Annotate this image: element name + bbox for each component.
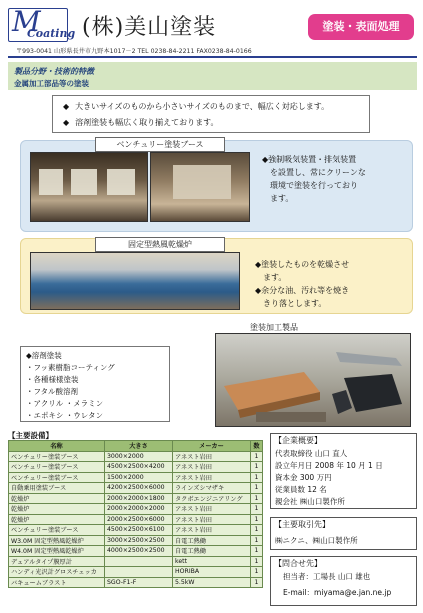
table-cell: 1500×2000 <box>105 472 173 483</box>
features-title: 製品分野・技術的特徴 <box>14 67 94 76</box>
list-item: ◆溶剤塗装 <box>26 351 62 360</box>
table-cell: W4.0M 固定型熱風乾燥炉 <box>9 546 105 557</box>
table-cell: 1 <box>251 483 263 494</box>
customers-heading: 【主要取引先】 <box>274 520 330 529</box>
table-cell: SGO-F1-F <box>105 577 173 588</box>
table-cell: 1 <box>251 546 263 557</box>
company-info-line: 設立年月日 2008 年 10 月 1 日 <box>275 461 383 470</box>
table-row <box>9 504 263 515</box>
table-cell: バキュームブラスト <box>9 577 105 588</box>
table-cell: 1 <box>251 556 263 567</box>
table-cell: 5.5kW <box>173 577 251 588</box>
intro-item: ◆ 溶剤塗装も幅広く取り揃えております。 <box>63 118 219 127</box>
booth-photo-2 <box>150 152 250 222</box>
booth-description: ◆強制吸気装置・排気装置 を設置し、常にクリーンな 環境で塗装を行っており ます。 <box>262 155 366 203</box>
company-info-line: 親会社 ㈱山口製作所 <box>275 497 345 506</box>
table-cell: タクボエンジニアリング <box>173 493 251 504</box>
equipment-heading: 【主要設備】 <box>8 431 53 440</box>
table-cell: 1 <box>251 577 263 588</box>
company-name: (株)美山塗装 <box>82 15 217 40</box>
diamond-icon: ◆ <box>63 102 70 111</box>
table-row <box>9 556 263 567</box>
table-cell: 1 <box>251 493 263 504</box>
table-row <box>9 462 263 473</box>
contact-person: 担当者：工場長 山口 雄也 <box>283 572 371 581</box>
products-title: 塗装加工製品 <box>250 323 298 332</box>
table-cell: 4500×2500×6100 <box>105 525 173 536</box>
table-cell: ベンチュリー塗装ブース <box>9 525 105 536</box>
booth-photo-1 <box>30 152 148 222</box>
category-badge: 塗装・表面処理 <box>308 14 414 40</box>
table-row <box>9 451 263 462</box>
table-cell: 乾燥炉 <box>9 493 105 504</box>
equipment-table <box>8 440 263 588</box>
table-cell <box>105 567 173 578</box>
table-cell: 乾燥炉 <box>9 504 105 515</box>
table-cell: 4000×2500×2500 <box>105 546 173 557</box>
contact-heading: 【問合せ先】 <box>274 559 322 568</box>
table-cell: ベンチュリー塗装ブース <box>9 451 105 462</box>
table-cell: 1 <box>251 451 263 462</box>
customers-box <box>270 517 417 550</box>
table-cell: 1 <box>251 567 263 578</box>
diamond-icon: ◆ <box>63 118 70 127</box>
list-item: ・フッ素樹脂コーティング <box>26 363 115 372</box>
company-info-box <box>270 433 417 509</box>
table-cell: 4500×2500×4200 <box>105 462 173 473</box>
company-info-line: 資本金 300 万円 <box>275 473 332 482</box>
table-row <box>9 535 263 546</box>
intro-box <box>52 95 370 133</box>
table-cell: 自電工熱働 <box>173 535 251 546</box>
table-cell: 1 <box>251 514 263 525</box>
products-photo <box>215 333 411 427</box>
table-cell: 4200×2500×6000 <box>105 483 173 494</box>
table-cell: kett <box>173 556 251 567</box>
column-header: 数 <box>251 441 263 452</box>
table-cell: アネスト岩田 <box>173 504 251 515</box>
table-cell: 3000×2000 <box>105 451 173 462</box>
table-cell: 1 <box>251 535 263 546</box>
company-info-line: 従業員数 12 名 <box>275 485 327 494</box>
features-subtitle: 金属加工部品等の塗装 <box>14 79 89 88</box>
table-cell: アネスト岩田 <box>173 525 251 536</box>
company-info-line: 代表取締役 山口 直人 <box>275 449 348 458</box>
table-row <box>9 493 263 504</box>
list-item: ・フタル酸溶剤 <box>26 387 78 396</box>
table-cell: アネスト岩田 <box>173 472 251 483</box>
table-row <box>9 514 263 525</box>
table-cell: ラインズシマザキ <box>173 483 251 494</box>
table-row <box>9 472 263 483</box>
table-cell: ベンチュリー塗装ブース <box>9 462 105 473</box>
dryer-photo <box>30 252 240 310</box>
table-row <box>9 546 263 557</box>
dryer-title: 固定型熱風乾燥炉 <box>95 237 225 252</box>
header-divider <box>8 56 417 58</box>
table-row <box>9 525 263 536</box>
table-cell: 2000×2000×2000 <box>105 504 173 515</box>
logo-m: M <box>12 5 41 38</box>
table-cell: 2000×2000×1800 <box>105 493 173 504</box>
table-cell: アネスト岩田 <box>173 462 251 473</box>
intro-item: ◆ 大きいサイズのものから小さいサイズのものまで、幅広く対応します。 <box>63 102 330 111</box>
contact-box <box>270 556 417 606</box>
list-item: ・エポキシ ・ウレタン <box>26 411 104 420</box>
company-info-heading: 【企業概要】 <box>274 436 322 445</box>
products-illustration <box>216 334 411 427</box>
column-header: 名称 <box>9 441 105 452</box>
table-cell: 1 <box>251 525 263 536</box>
company-logo <box>8 5 76 42</box>
column-header: 大きさ <box>105 441 173 452</box>
table-row <box>9 483 263 494</box>
table-cell: デュアルタイプ膜厚計 <box>9 556 105 567</box>
table-cell: 1 <box>251 504 263 515</box>
table-cell: W3.0M 固定型熱風乾燥炉 <box>9 535 105 546</box>
table-cell: 自電工熱働 <box>173 546 251 557</box>
equipment-rows <box>9 451 263 588</box>
logo-coating: Coating <box>27 27 76 40</box>
table-row <box>9 577 263 588</box>
customers-line: ㈱ニクニ、㈱山口製作所 <box>275 536 358 545</box>
contact-email[interactable]: E-mail：miyama@e.jan.ne.jp <box>283 588 392 597</box>
table-cell: 自動乗用塗装ブース <box>9 483 105 494</box>
company-address: 〒993-0041 山形県長井市九野本1017－2 TEL 0238-84-2211 FAX0238-84-0166 <box>16 48 252 55</box>
table-cell: アネスト岩田 <box>173 514 251 525</box>
dryer-description: ◆塗装したものを乾燥させ ます。 ◆余分な油、汚れ等を焼き きり落とします。 <box>255 260 350 308</box>
table-cell: 3000×2500×2500 <box>105 535 173 546</box>
list-item: ・アクリル ・メラミン <box>26 399 104 408</box>
booth-title: ベンチュリー塗装ブース <box>95 137 225 152</box>
equipment-section <box>8 430 262 608</box>
table-cell: アネスト岩田 <box>173 451 251 462</box>
products-list-box <box>20 346 170 422</box>
table-cell: HORIBA <box>173 567 251 578</box>
table-cell: 乾燥炉 <box>9 514 105 525</box>
table-cell: ベンチュリー塗装ブース <box>9 472 105 483</box>
table-cell: ハンディ光沢計グロスチェッカ <box>9 567 105 578</box>
features-band <box>8 62 417 90</box>
list-item: ・各種様樣塗装 <box>26 375 79 384</box>
table-cell <box>105 556 173 567</box>
table-cell: 2000×2500×6000 <box>105 514 173 525</box>
table-cell: 1 <box>251 472 263 483</box>
column-header: メーカー <box>173 441 251 452</box>
table-cell: 1 <box>251 462 263 473</box>
table-row <box>9 567 263 578</box>
